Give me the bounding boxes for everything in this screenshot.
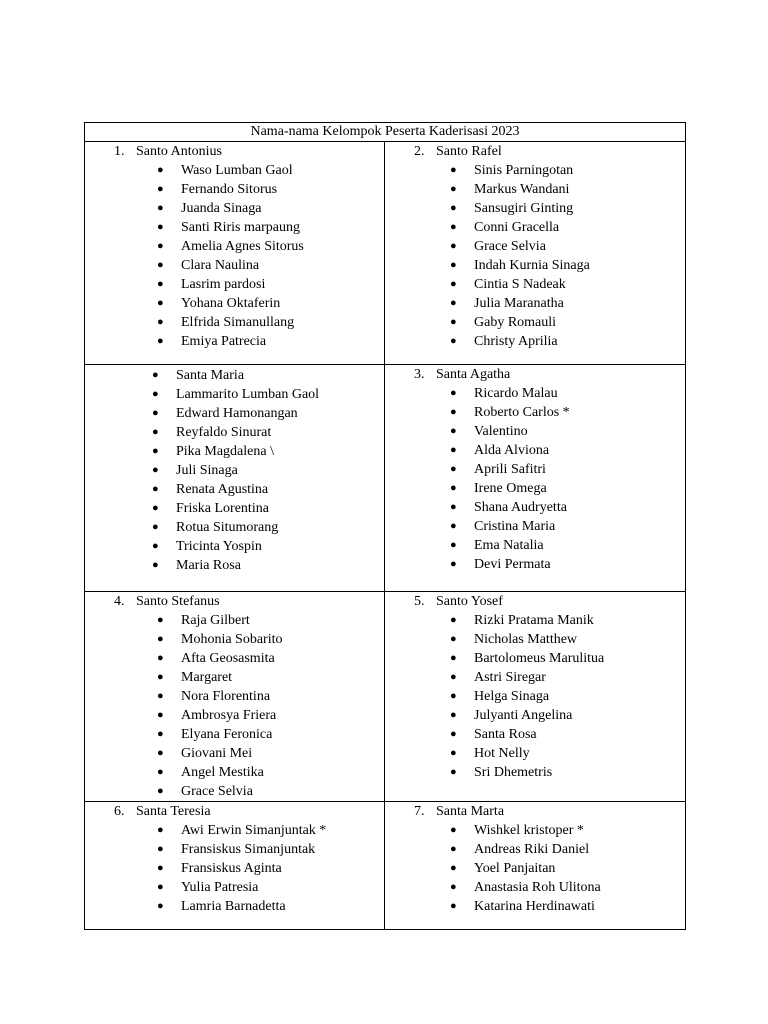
member-list-item: [385, 422, 685, 441]
member-list-item: [85, 218, 384, 237]
table-row: [85, 802, 686, 930]
member-list: [385, 384, 685, 574]
member-list-item: [385, 744, 685, 763]
bullet-icon: ●: [450, 824, 457, 836]
member-name: Indah Kurnia Sinaga: [474, 258, 590, 273]
member-list-item: [85, 725, 384, 744]
bullet-icon: ●: [450, 690, 457, 702]
bullet-icon: ●: [157, 824, 164, 836]
bullet-icon: ●: [157, 633, 164, 645]
member-list-item: [385, 687, 685, 706]
bullet-icon: ●: [152, 388, 159, 400]
group-name: Santo Yosef: [436, 594, 503, 609]
member-list-item: [385, 878, 685, 897]
member-name: Rotua Situmorang: [176, 520, 279, 535]
member-name: Maria Rosa: [176, 558, 241, 573]
member-list: [385, 161, 685, 351]
member-name: Gaby Romauli: [474, 315, 557, 330]
group-number: 2.: [414, 144, 425, 159]
bullet-icon: ●: [152, 502, 159, 514]
member-name: Katarina Herdinawati: [474, 899, 595, 914]
bullet-icon: ●: [450, 164, 457, 176]
member-list-item: [385, 706, 685, 725]
member-list-item: [385, 536, 685, 555]
member-name: Grace Selvia: [181, 784, 253, 799]
bullet-icon: ●: [450, 221, 457, 233]
member-list-item: [85, 763, 384, 782]
bullet-icon: ●: [450, 558, 457, 570]
member-list-item: [85, 611, 384, 630]
member-name: Juli Sinaga: [176, 463, 238, 478]
member-name: Santi Riris marpaung: [181, 220, 300, 235]
member-list-item: [385, 384, 685, 403]
bullet-icon: ●: [450, 843, 457, 855]
member-name: Valentino: [474, 424, 528, 439]
member-list: [85, 161, 384, 351]
group-heading: [385, 142, 685, 161]
bullet-icon: ●: [450, 900, 457, 912]
member-name: Grace Selvia: [474, 239, 546, 254]
member-name: Lasrim pardosi: [181, 277, 266, 292]
bullet-icon: ●: [450, 406, 457, 418]
bullet-icon: ●: [157, 240, 164, 252]
bullet-icon: ●: [450, 747, 457, 759]
member-name: Bartolomeus Marulitua: [474, 651, 605, 666]
member-list: [385, 611, 685, 782]
bullet-icon: ●: [450, 728, 457, 740]
member-list-item: [385, 859, 685, 878]
member-list: [85, 611, 384, 801]
bullet-icon: ●: [450, 501, 457, 513]
bullet-icon: ●: [157, 164, 164, 176]
member-list-item: [385, 199, 685, 218]
member-list-item: [385, 313, 685, 332]
bullet-icon: ●: [450, 881, 457, 893]
member-name: Ricardo Malau: [474, 386, 558, 401]
bullet-icon: ●: [450, 766, 457, 778]
member-list-item: [85, 423, 384, 442]
bullet-icon: ●: [157, 690, 164, 702]
group-heading: [85, 802, 384, 821]
member-list-item: [85, 859, 384, 878]
group-cell-santo-antonius: [85, 142, 385, 365]
member-list-item: [85, 897, 384, 916]
member-list-item: [85, 878, 384, 897]
bullet-icon: ●: [157, 316, 164, 328]
table-row: [85, 592, 686, 802]
member-name: Elfrida Simanullang: [181, 315, 295, 330]
member-list-item: [85, 649, 384, 668]
member-name: Lammarito Lumban Gaol: [176, 387, 320, 402]
member-name: Yulia Patresia: [181, 880, 259, 895]
bullet-icon: ●: [157, 278, 164, 290]
member-name: Devi Permata: [474, 557, 551, 572]
member-name: Sansugiri Ginting: [474, 201, 574, 216]
bullet-icon: ●: [157, 709, 164, 721]
member-list-item: [85, 687, 384, 706]
member-list-item: [385, 479, 685, 498]
member-list: [385, 821, 685, 916]
bullet-icon: ●: [450, 387, 457, 399]
member-list-item: [85, 332, 384, 351]
member-name: Lamria Barnadetta: [181, 899, 286, 914]
group-name: Santa Agatha: [436, 367, 511, 382]
bullet-icon: ●: [450, 671, 457, 683]
group-name: Santo Stefanus: [136, 594, 220, 609]
bullet-icon: ●: [157, 614, 164, 626]
member-name: Santa Rosa: [474, 727, 537, 742]
member-name: Raja Gilbert: [181, 613, 250, 628]
member-name: Clara Naulina: [181, 258, 260, 273]
bullet-icon: ●: [450, 633, 457, 645]
table-row: [85, 365, 686, 592]
bullet-icon: ●: [157, 221, 164, 233]
bullet-icon: ●: [450, 202, 457, 214]
member-name: Friska Lorentina: [176, 501, 269, 516]
member-list-item: [85, 366, 384, 385]
member-list-item: [385, 611, 685, 630]
bullet-icon: ●: [450, 539, 457, 551]
member-name: Wishkel kristoper *: [474, 823, 584, 838]
member-list-item: [385, 840, 685, 859]
bullet-icon: ●: [450, 425, 457, 437]
bullet-icon: ●: [450, 297, 457, 309]
group-number: 6.: [114, 804, 125, 819]
member-name: Amelia Agnes Sitorus: [181, 239, 304, 254]
member-list-item: [85, 294, 384, 313]
member-list-item: [385, 897, 685, 916]
member-name: Juanda Sinaga: [181, 201, 262, 216]
bullet-icon: ●: [450, 709, 457, 721]
bullet-icon: ●: [152, 407, 159, 419]
bullet-icon: ●: [152, 464, 159, 476]
group-number: 7.: [414, 804, 425, 819]
group-name: Santa Teresia: [136, 804, 211, 819]
member-name: Alda Alviona: [474, 443, 550, 458]
member-name: Tricinta Yospin: [176, 539, 262, 554]
member-list-item: [385, 180, 685, 199]
group-number: 1.: [114, 144, 125, 159]
bullet-icon: ●: [450, 520, 457, 532]
member-name: Elyana Feronica: [181, 727, 273, 742]
bullet-icon: ●: [157, 202, 164, 214]
member-name: Edward Hamonangan: [176, 406, 298, 421]
member-name: Sri Dhemetris: [474, 765, 553, 780]
member-list-item: [385, 649, 685, 668]
group-cell-santa-agatha: [385, 365, 686, 592]
member-name: Waso Lumban Gaol: [181, 163, 293, 178]
member-list-item: [85, 668, 384, 687]
member-name: Cintia S Nadeak: [474, 277, 566, 292]
member-list-item: [385, 460, 685, 479]
group-cell-santa-maria: [85, 365, 385, 592]
group-cell-santa-teresia: [85, 802, 385, 930]
member-list-item: [85, 199, 384, 218]
member-list-item: [385, 275, 685, 294]
bullet-icon: ●: [152, 483, 159, 495]
bullet-icon: ●: [152, 540, 159, 552]
member-list-item: [85, 537, 384, 556]
member-name: Santa Maria: [176, 368, 245, 383]
bullet-icon: ●: [450, 614, 457, 626]
member-list-item: [85, 385, 384, 404]
member-list-item: [85, 275, 384, 294]
member-name: Andreas Riki Daniel: [474, 842, 590, 857]
member-list-item: [85, 706, 384, 725]
member-name: Ema Natalia: [474, 538, 544, 553]
table-row: [85, 142, 686, 365]
bullet-icon: ●: [450, 463, 457, 475]
group-heading: [85, 142, 384, 161]
bullet-icon: ●: [157, 671, 164, 683]
member-name: Conni Gracella: [474, 220, 560, 235]
member-list-item: [385, 294, 685, 313]
member-list-item: [85, 744, 384, 763]
member-name: Irene Omega: [474, 481, 547, 496]
member-list-item: [385, 218, 685, 237]
member-name: Emiya Patrecia: [181, 334, 267, 349]
member-list: [85, 821, 384, 916]
member-list-item: [385, 256, 685, 275]
member-list-item: [385, 403, 685, 422]
member-name: Shana Audryetta: [474, 500, 567, 515]
group-cell-santo-stefanus: [85, 592, 385, 802]
member-name: Yoel Panjaitan: [474, 861, 556, 876]
member-list-item: [385, 161, 685, 180]
bullet-icon: ●: [450, 278, 457, 290]
member-list-item: [85, 782, 384, 801]
group-heading: [385, 802, 685, 821]
group-heading: [385, 592, 685, 611]
bullet-icon: ●: [152, 521, 159, 533]
bullet-icon: ●: [450, 316, 457, 328]
member-list-item: [85, 480, 384, 499]
member-list-item: [385, 630, 685, 649]
member-name: Awi Erwin Simanjuntak *: [181, 823, 327, 838]
member-name: Markus Wandani: [474, 182, 570, 197]
member-list-item: [385, 763, 685, 782]
title-row: [85, 123, 686, 142]
bullet-icon: ●: [157, 862, 164, 874]
member-list-item: [85, 180, 384, 199]
bullet-icon: ●: [157, 335, 164, 347]
bullet-icon: ●: [157, 747, 164, 759]
member-list-item: [385, 725, 685, 744]
member-list-item: [385, 441, 685, 460]
bullet-icon: ●: [157, 297, 164, 309]
bullet-icon: ●: [152, 426, 159, 438]
member-list-item: [385, 668, 685, 687]
bullet-icon: ●: [157, 728, 164, 740]
member-list-item: [85, 442, 384, 461]
member-name: Yohana Oktaferin: [181, 296, 281, 311]
member-name: Giovani Mei: [181, 746, 253, 761]
member-name: Ambrosya Friera: [181, 708, 277, 723]
bullet-icon: ●: [157, 785, 164, 797]
member-name: Reyfaldo Sinurat: [176, 425, 272, 440]
member-name: Fransiskus Simanjuntak: [181, 842, 316, 857]
member-name: Helga Sinaga: [474, 689, 550, 704]
bullet-icon: ●: [157, 652, 164, 664]
member-name: Christy Aprilia: [474, 334, 558, 349]
member-list-item: [85, 461, 384, 480]
document-title: Nama-nama Kelompok Peserta Kaderisasi 2023: [85, 123, 686, 142]
bullet-icon: ●: [450, 862, 457, 874]
member-name: Afta Geosasmita: [181, 651, 275, 666]
member-name: Mohonia Sobarito: [181, 632, 283, 647]
member-name: Margaret: [181, 670, 233, 685]
bullet-icon: ●: [157, 259, 164, 271]
group-cell-santo-rafel: [385, 142, 686, 365]
bullet-icon: ●: [157, 183, 164, 195]
member-name: Pika Magdalena \: [176, 444, 274, 459]
member-name: Renata Agustina: [176, 482, 269, 497]
member-name: Rizki Pratama Manik: [474, 613, 594, 628]
member-list-item: [385, 498, 685, 517]
bullet-icon: ●: [450, 240, 457, 252]
member-name: Aprili Safitri: [474, 462, 546, 477]
member-name: Julyanti Angelina: [474, 708, 573, 723]
member-name: Fransiskus Aginta: [181, 861, 282, 876]
member-list-item: [385, 237, 685, 256]
member-list-item: [85, 256, 384, 275]
member-list-item: [85, 518, 384, 537]
member-name: Julia Maranatha: [474, 296, 564, 311]
group-name: Santa Marta: [436, 804, 505, 819]
member-list-item: [85, 161, 384, 180]
member-list-item: [85, 630, 384, 649]
group-number: 3.: [414, 367, 425, 382]
bullet-icon: ●: [152, 369, 159, 381]
group-number: 5.: [414, 594, 425, 609]
group-number: 4.: [114, 594, 125, 609]
participant-groups-table: [84, 122, 686, 930]
member-list-item: [385, 517, 685, 536]
bullet-icon: ●: [450, 259, 457, 271]
bullet-icon: ●: [157, 766, 164, 778]
group-heading: [385, 365, 685, 384]
member-name: Astri Siregar: [474, 670, 546, 685]
member-name: Sinis Parningotan: [474, 163, 574, 178]
member-list-item: [85, 404, 384, 423]
member-name: Angel Mestika: [181, 765, 264, 780]
group-heading: [85, 592, 384, 611]
bullet-icon: ●: [152, 559, 159, 571]
group-name: Santo Antonius: [136, 144, 222, 159]
member-list-item: [385, 332, 685, 351]
member-name: Anastasia Roh Ulitona: [474, 880, 601, 895]
member-name: Nicholas Matthew: [474, 632, 578, 647]
member-list-item: [385, 555, 685, 574]
bullet-icon: ●: [450, 335, 457, 347]
member-name: Nora Florentina: [181, 689, 271, 704]
bullet-icon: ●: [157, 900, 164, 912]
member-list-item: [85, 237, 384, 256]
bullet-icon: ●: [157, 843, 164, 855]
member-name: Hot Nelly: [474, 746, 530, 761]
bullet-icon: ●: [450, 183, 457, 195]
member-name: Cristina Maria: [474, 519, 556, 534]
bullet-icon: ●: [450, 652, 457, 664]
member-list-item: [385, 821, 685, 840]
member-name: Roberto Carlos *: [474, 405, 570, 420]
bullet-icon: ●: [157, 881, 164, 893]
member-list-item: [85, 499, 384, 518]
member-list: [85, 366, 384, 575]
bullet-icon: ●: [450, 444, 457, 456]
member-list-item: [85, 840, 384, 859]
group-name: Santo Rafel: [436, 144, 502, 159]
group-cell-santo-yosef: [385, 592, 686, 802]
member-list-item: [85, 556, 384, 575]
group-cell-santa-marta: [385, 802, 686, 930]
member-list-item: [85, 821, 384, 840]
bullet-icon: ●: [152, 445, 159, 457]
member-name: Fernando Sitorus: [181, 182, 278, 197]
bullet-icon: ●: [450, 482, 457, 494]
member-list-item: [85, 313, 384, 332]
